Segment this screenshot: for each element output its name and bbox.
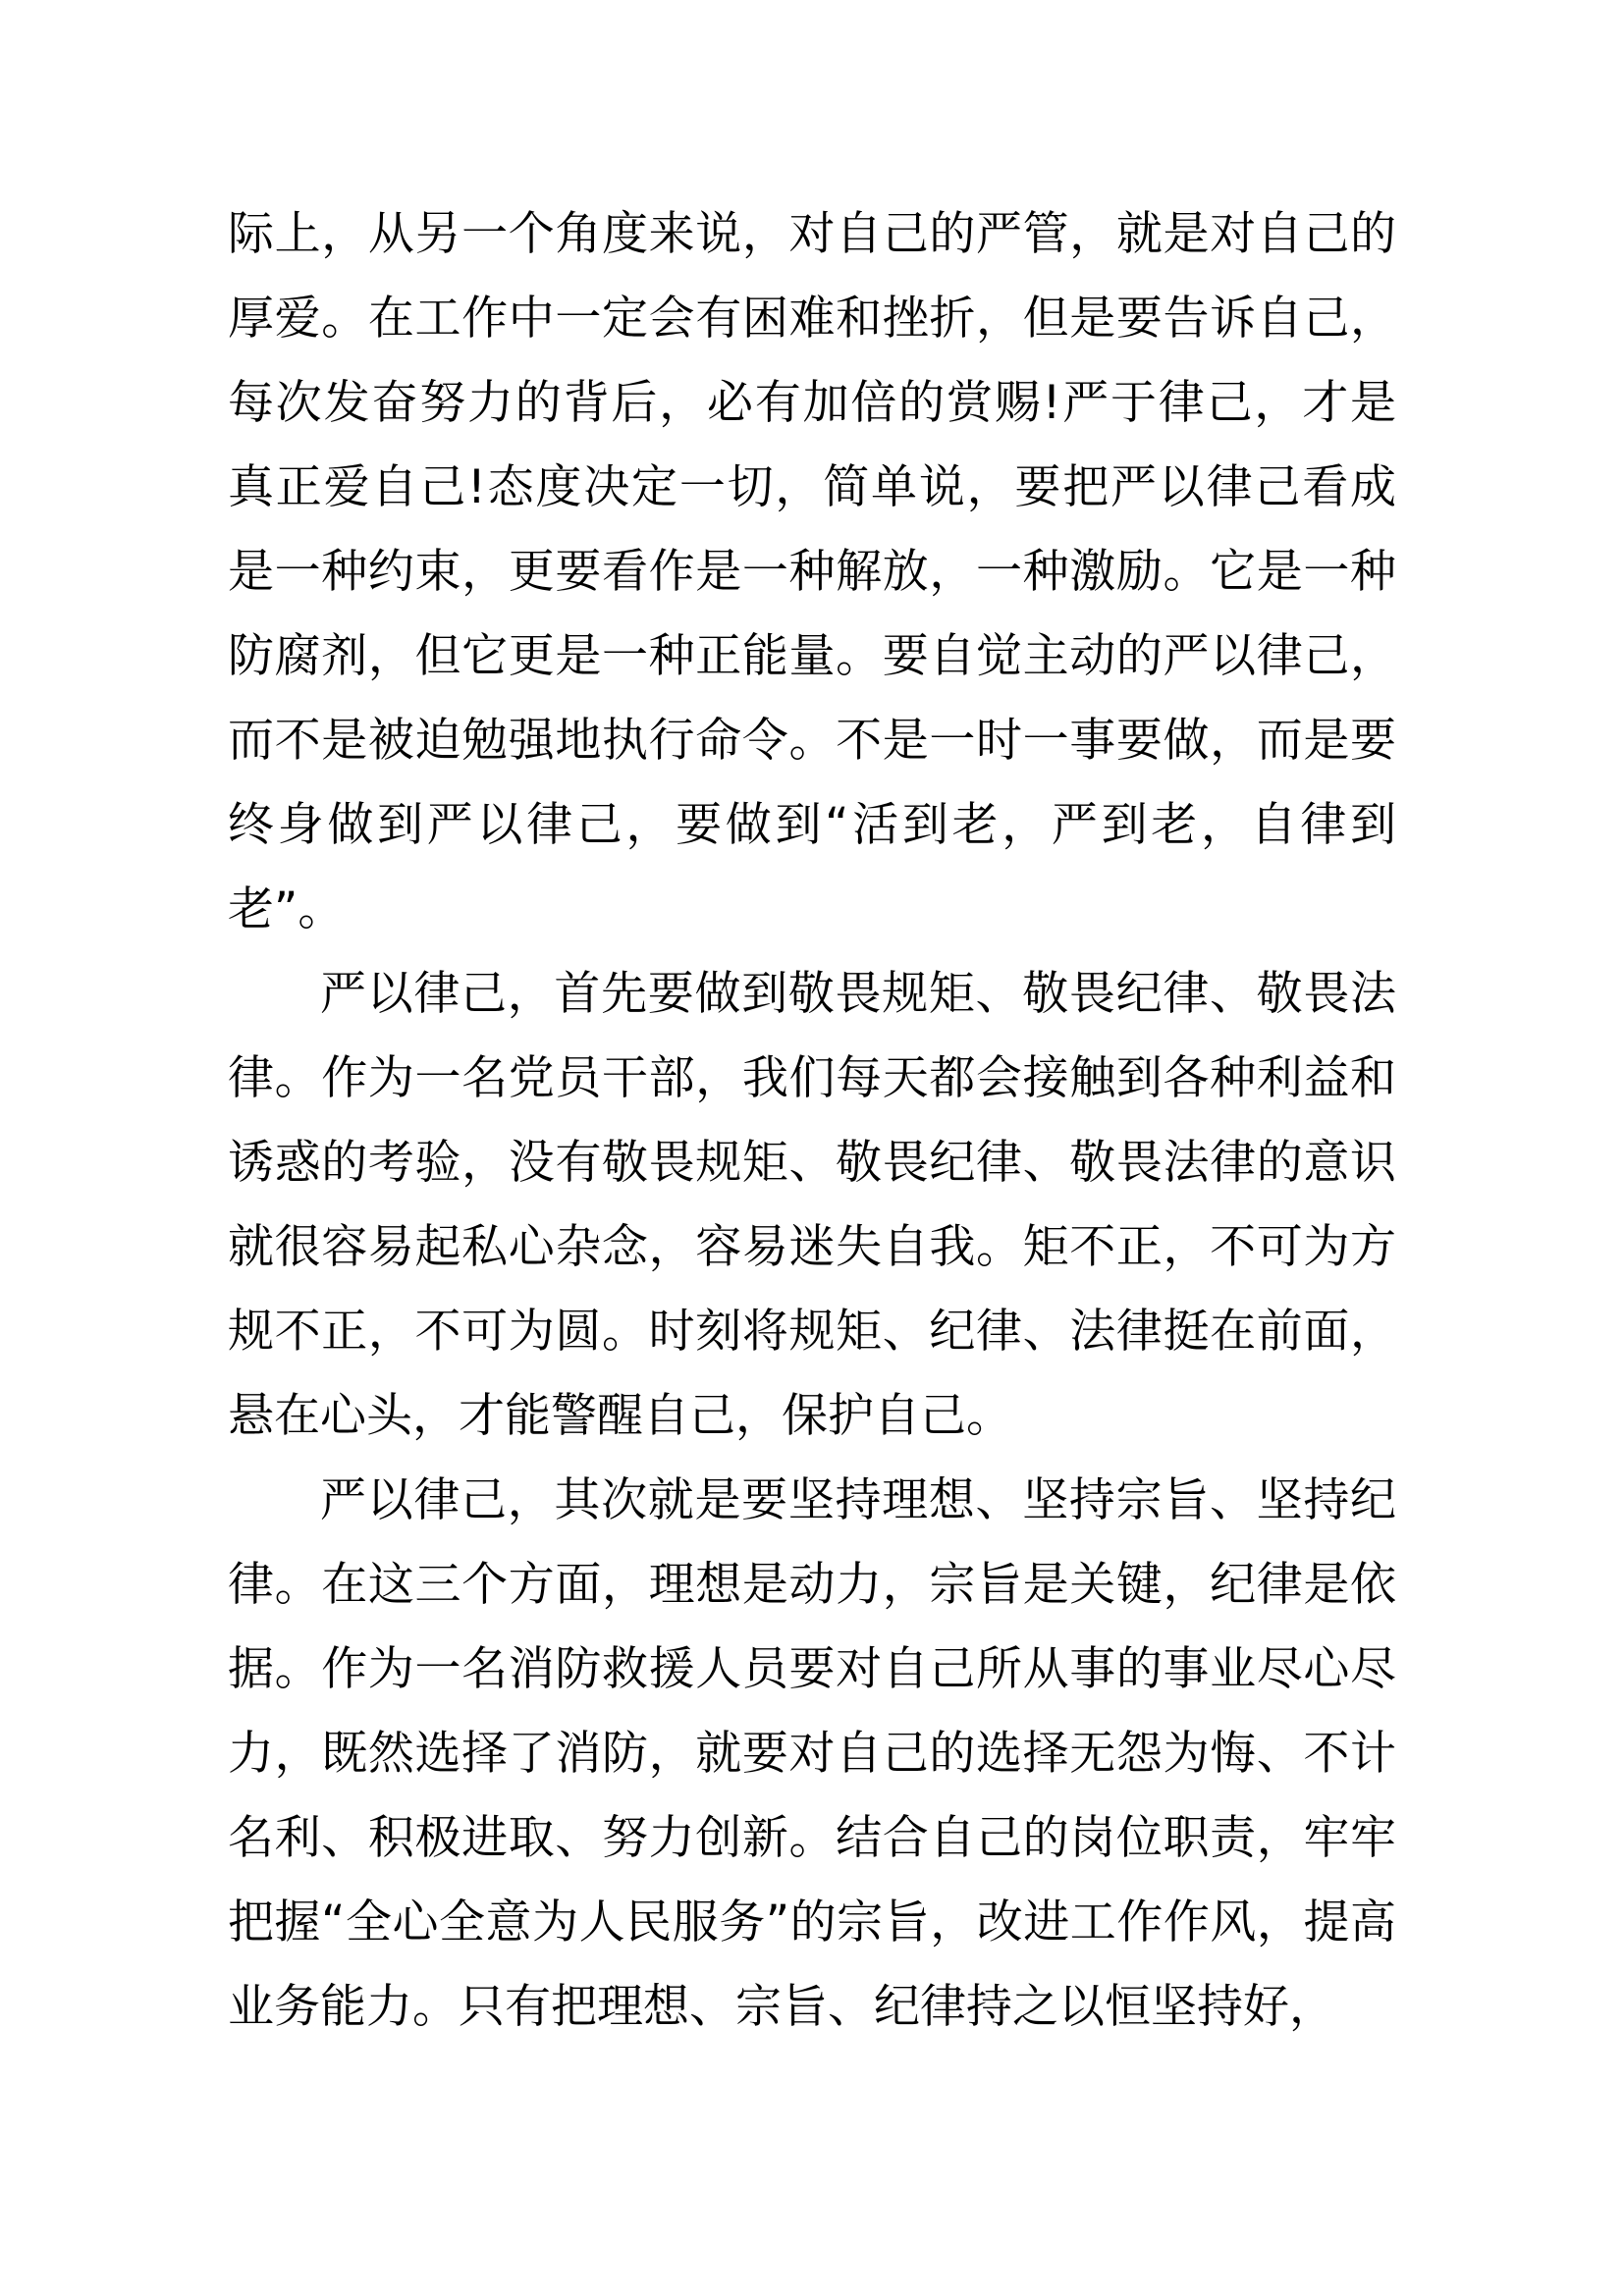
paragraph-discipline-awe: 严以律己，首先要做到敬畏规矩、敬畏纪律、敬畏法律。作为一名党员干部，我们每天都会接触到各种利益和诱惑的考验，没有敬畏规矩、敬畏纪律、敬畏法律的意识就很容易起私心杂念，容易迷失自我。矩不正，不可为方规不正，不可为圆。时刻将规矩、纪律、法律挺在前面，悬在心头，才能警醒自己，保护自己。	[228, 967, 1396, 1443]
paragraph-continued: 际上，从另一个角度来说，对自己的严管，就是对自己的厚爱。在工作中一定会有困难和挫折，但是要告诉自己，每次发奋努力的背后，必有加倍的赏赐!严于律己，才是真正爱自己!态度决定一切，简单说，要把严以律己看成是一种约束，更要看作是一种解放，一种激励。它是一种防腐剂，但它更是一种正能量。要自觉主动的严以律己，而不是被迫勉强地执行命令。不是一时一事要做，而是要终身做到严以律己，要做到“活到老，严到老，自律到老”。	[228, 207, 1396, 936]
paragraph-ideals-purpose: 严以律己，其次就是要坚持理想、坚持宗旨、坚持纪律。在这三个方面，理想是动力，宗旨是关键，纪律是依据。作为一名消防救援人员要对自己所从事的事业尽心尽力，既然选择了消防，就要对自己的选择无怨为悔、不计名利、积极进取、努力创新。结合自己的岗位职责，牢牢把握“全心全意为人民服务”的宗旨，改进工作作风，提高业务能力。只有把理想、宗旨、纪律持之以恒坚持好，	[228, 1473, 1396, 2034]
document-text-body	[228, 192, 1396, 2050]
